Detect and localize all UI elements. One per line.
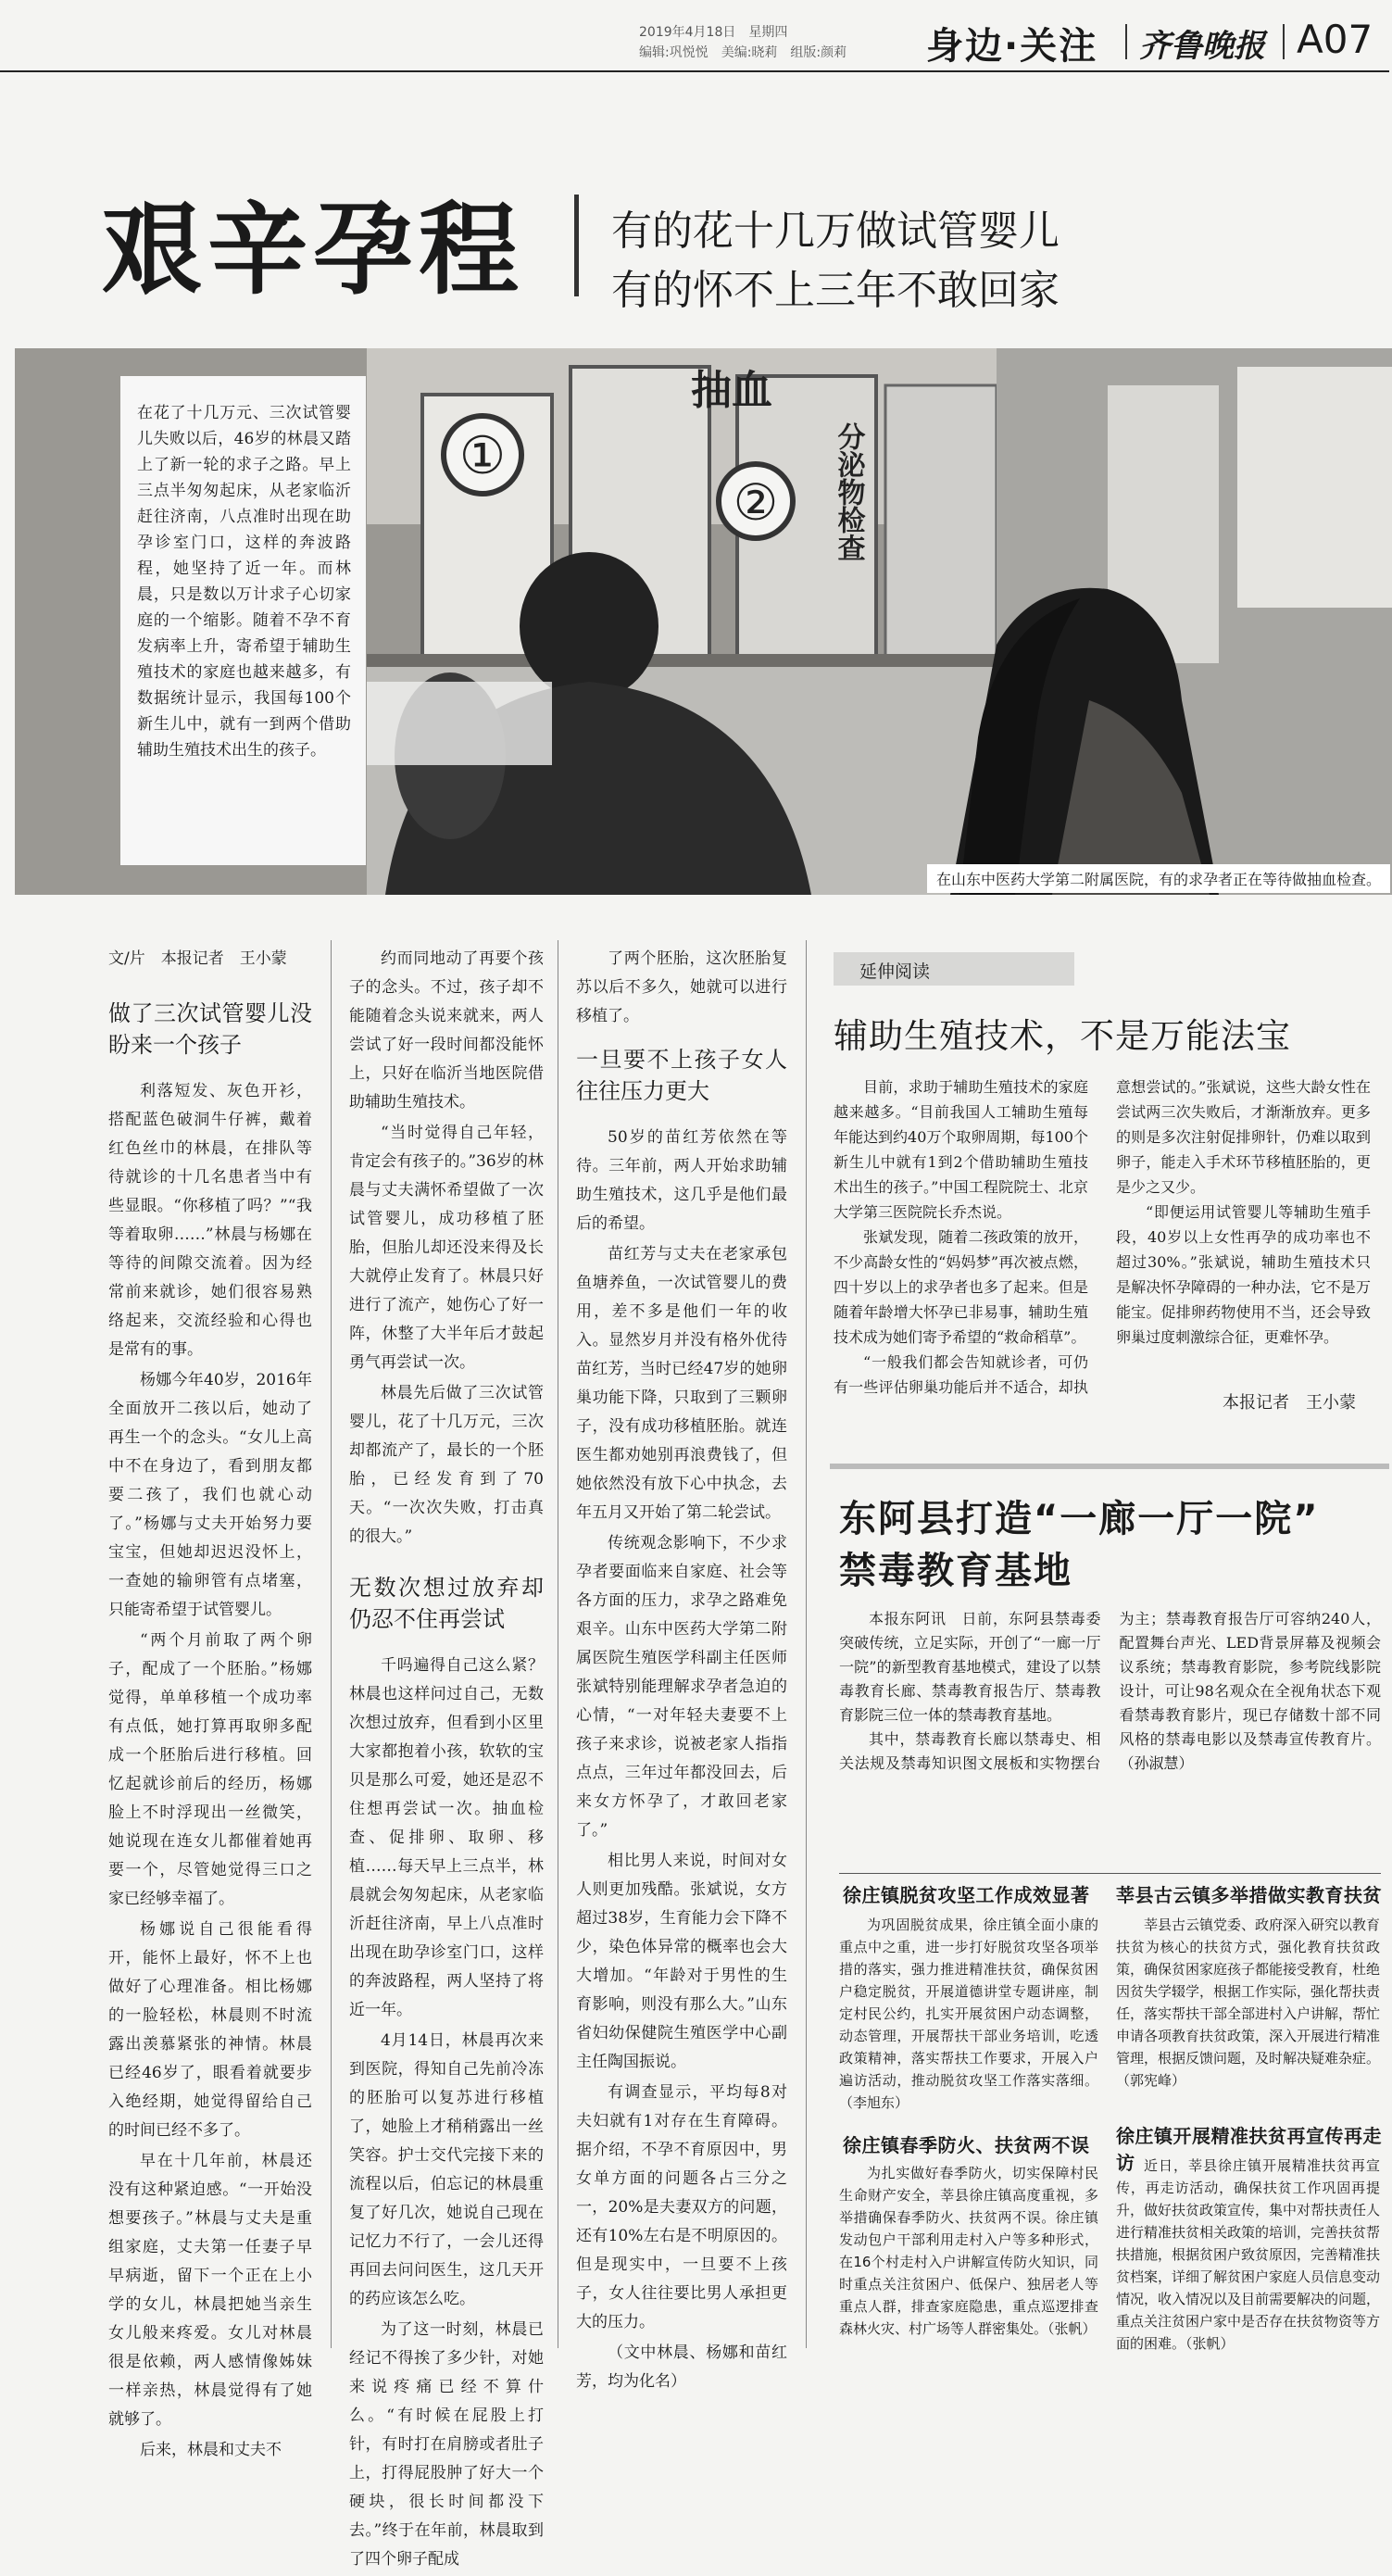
extended-reading-tab: 延伸阅读 [834, 952, 1074, 986]
news-title-line-1: 东阿县打造“一廊一厅一院” [839, 1498, 1320, 1540]
article-paragraph: “两个月前取了两个卵子，配成了一个胚胎。”杨娜觉得，单单移植一个成功率有点低，她打算再取卵多配成一个胚胎后进行移植。回忆起就诊前后的经历，杨娜脸上不时浮现出一丝微笑，她说现在连女儿都催着她再要一个，尽管她觉得三口之家已经够幸福了。 [108, 1631, 312, 1908]
news-paragraph: 本报东阿讯 日前，东阿县禁毒委突破传统，立足实际，开创了“一廊一厅一院”的新型教育基地模式，建设了以禁毒教育长廊、禁毒教育报告厅、禁毒教育影院三位一体的禁毒教育基地。 [839, 1610, 1101, 1724]
news-title-line-2: 禁毒教育基地 [839, 1550, 1072, 1592]
extended-reading-title: 辅助生殖技术，不是万能法宝 [834, 1016, 1291, 1056]
headline-block [0, 153, 1389, 338]
article-paragraph: 相比男人来说，时间对女人则更加残酷。张斌说，女方超过38岁，生育能力会下降不少，染色体异常的概率也会大大增加。“年龄对于男性的生育影响，则没有那么大。”山东省妇幼保健院生殖医学中心副主任陶国振说。 [576, 1852, 787, 2071]
article-paragraph: （文中林晨、杨娜和苗红芳，均为化名） [576, 2344, 787, 2391]
headline-title: 艰辛孕程 [102, 193, 525, 308]
brief-paragraph: 为扎实做好春季防火，切实保障村民生命财产安全，莘县徐庄镇高度重视，多举措确保春季防火、扶贫两不误。徐庄镇发动包户干部利用走村入户等多种形式，在16个村走村入户讲解宣传防火知识，同时重点关注贫困户、低保户、独居老人等重点人群，排查家庭隐患，重点巡逻排查森林火灾、村广场等人群密集处。（张帆） [839, 2165, 1098, 2337]
extended-reading-paragraph: 张斌发现，随着二孩政策的放开，不少高龄女性的“妈妈梦”再次被点燃，四十岁以上的求孕者也多了起来。但是随着年龄增大怀孕已非易事，辅助生殖技术成为她们寄予希望的“救命稻草”。 [834, 1228, 1088, 1346]
article-column-1-body [108, 1077, 312, 2465]
photo-intro-text: 在花了十几万元、三次试管婴儿失败以后，46岁的林晨又踏上了新一轮的求子之路。早上三点半匆匆起床，从老家临沂赶往济南，八点准时出现在助孕诊室门口，这样的奔波路程，她坚持了近一年。而林晨，只是数以万计求子心切家庭的一个缩影。随着不孕不育发病率上升，寄希望于辅助生殖技术的家庭也越来越多，有数据统计显示，我国每100个新生儿中，就有一到两个借助辅助生殖技术出生的孩子。 [120, 376, 366, 865]
article-paragraph: 有调查显示，平均每8对夫妇就有1对存在生育障碍。据介绍，不孕不育原因中，男女单方面的问题各占三分之一，20%是夫妻双方的问题，还有10%左右是不明原因的。但是现实中，一旦要不上孩子，女人往往要比男人承担更大的压力。 [576, 2083, 787, 2331]
masthead [0, 0, 1389, 72]
brief-title-2: 莘县古云镇多举措做实教育扶贫 [1116, 1884, 1382, 1906]
article-column-1 [108, 945, 312, 2467]
brief-body-4 [1116, 2155, 1380, 2355]
article-paragraph: “当时觉得自己年轻，肯定会有孩子的。”36岁的林晨与丈夫满怀希望做了一次试管婴儿，成功移植了胚胎，但胎儿却还没来得及长大就停止发育了。林晨只好进行了流产，她伤心了好一阵，休整了大半年后才鼓起勇气再尝试一次。 [349, 1124, 544, 1372]
headline-subtitle-2: 有的怀不上三年不敢回家 [611, 267, 1060, 314]
article-paragraph: 杨娜说自己很能看得开，能怀上最好，怀不上也做好了心理准备。相比杨娜的一脸轻松，林晨则不时流露出羡慕紧张的神情。林晨已经46岁了，眼看着就要步入绝经期，她觉得留给自己的时间已经不多了。 [108, 1920, 312, 2140]
article-paragraph: 4月14日，林晨再次来到医院，得知自己先前冷冻的胚胎可以复苏进行移植了，她脸上才稍稍露出一丝笑容。护士交代完接下来的流程以后，伯忘记的林晨重复了好几次，她说自己现在记忆力不行了，一会儿还得再回去问问医生，这几天开的药应该怎么吃。 [349, 2031, 544, 2308]
extended-reading-body [834, 1074, 1371, 1400]
brief-rule [839, 1873, 1381, 1874]
headline-subtitle-1: 有的花十几万做试管婴儿 [611, 207, 1060, 255]
article-paragraph: 利落短发、灰色开衫，搭配蓝色破洞牛仔裤，戴着红色丝巾的林晨，在排队等待就诊的十几名患者当中有些显眼。“你移植了吗？”“我等着取卵……”林晨与杨娜在等待的间隙交流着。因为经常前来就诊，她们很容易熟络起来，交流经验和心得也是常有的事。 [108, 1082, 312, 1359]
article-column-2 [349, 945, 544, 2576]
brief-title-3: 徐庄镇春季防火、扶贫两不误 [843, 2134, 1090, 2156]
extended-reading-author: 本报记者 王小蒙 [1223, 1393, 1356, 1413]
brief-paragraph: 为巩固脱贫成果，徐庄镇全面小康的重点中之重，进一步打好脱贫攻坚各项举措的落实，强力推进精准扶贫，确保贫困户稳定脱贫，开展道德讲堂专题讲座，制定村民公约，扎实开展贫困户动态调整，动态管理，开展帮扶干部业务培训，吃透政策精神，落实帮扶工作要求，开展入户遍访活动，推动脱贫攻坚工作落实落细。（李旭东） [839, 1916, 1098, 2111]
article-paragraph: 为了这一时刻，林晨已经记不得挨了多少针，对她来说疼痛已经不算什么。“有时候在屁股上打针，有时打在肩膀或者肚子上，打得屁股肿了好大一个硬块，很长时间都没下去。”终于在年前，林晨取到了四个卵子配成 [349, 2320, 544, 2569]
article-column-3-body [576, 945, 787, 1031]
article-paragraph: 后来，林晨和丈夫不 [140, 2441, 282, 2459]
article-paragraph: 约而同地动了再要个孩子的念头。不过，孩子却不能随着念头说来就来，两人尝试了好一段时间都没能怀上，只好在临沂当地医院借助辅助生殖技术。 [349, 949, 544, 1112]
window-number-2: ② [733, 473, 779, 532]
window-number-1: ① [458, 426, 507, 486]
article-byline: 文/片 本报记者 王小蒙 [108, 949, 287, 968]
article-column-3b-body [576, 1124, 787, 2396]
article-paragraph: 杨娜今年40岁，2016年全面放开二孩以后，她动了再生一个的念头。“女儿上高中不在身边了，看到朋友都要二孩了，我们也就心动了。”杨娜与丈夫开始努力要宝宝，但她却迟迟没怀上，一查她的输卵管有点堵塞，只能寄希望于试管婴儿。 [108, 1371, 312, 1619]
article-subheading-3: 一旦要不上孩子女人往往压力更大 [576, 1047, 787, 1104]
article-column-3 [576, 945, 787, 2398]
section-name: 身边·关注 [926, 25, 1098, 68]
news-title [839, 1493, 1320, 1597]
article-subheading-1: 做了三次试管婴儿没盼来一个孩子 [108, 1000, 312, 1058]
article-paragraph: 苗红芳与丈夫在老家承包鱼塘养鱼，一次试管婴儿的费用，差不多是他们一年的收入。显然岁月并没有格外优待苗红芳，当时已经47岁的她卵巢功能下降，只取到了三颗卵子，没有成功移植胚胎。就连医生都劝她别再浪费钱了，但她依然没有放下心中执念，去年五月又开始了第二轮尝试。 [576, 1245, 787, 1522]
headline-divider [574, 195, 579, 296]
editor-credits: 编辑:巩悦悦 美编:晓莉 组版:颜莉 [639, 45, 847, 60]
brief-paragraph: 莘县古云镇党委、政府深入研究以教育扶贫为核心的扶贫方式，强化教育扶贫政策，确保贫困家庭孩子都能接受教育，杜绝因贫失学辍学，根据工作实际，强化帮扶责任，落实帮扶干部全部进村入户讲解，帮忙申请各项教育扶贫政策，深入开展进行精准管理，根据反馈问题，及时解决疑难杂症。（郭宪峰） [1116, 1916, 1381, 2089]
brief-paragraph: 近日，莘县徐庄镇开展精准扶贫再宣传，再走访活动，确保扶贫工作巩固再提升，做好扶贫政策宣传，集中对帮扶责任人进行精准扶贫相关政策的培训，完善扶贫帮扶措施，根据贫困户致贫原因，完善精准扶贫档案，详细了解贫困户家庭人员信息变动情况，收入情况以及目前需要解决的问题，重点关注贫困户家中是否存在扶贫物资等方面的困难。（张帆） [1116, 2157, 1381, 2352]
article-paragraph: 千吗遍得自己这么紧？林晨也这样问过自己，无数次想过放弃，但看到小区里大家都抱着小孩，软软的宝贝是那么可爱，她还是忍不住想再尝试一次。抽血检查、促排卵、取卵、移植……每天早上三点半，林晨就会匆匆起床，从老家临沂赶往济南，早上八点准时出现在助孕诊室门口，这样的奔波路程，两人坚持了将近一年。 [349, 1656, 544, 2019]
brief-title-1: 徐庄镇脱贫攻坚工作成效显著 [843, 1884, 1090, 1906]
article-paragraph: 传统观念影响下，不少求孕者要面临来自家庭、社会等各方面的压力，求孕之路难免艰辛。山东中医药大学第二附属医院生殖医学科副主任医师张斌特别能理解求孕者急迫的心情，“一对年轻夫妻要不上孩子来求诊，说被老家人指指点点，三年过年都没回去，后来女方怀孕了，才敢回老家了。” [576, 1534, 787, 1840]
photo-caption: 在山东中医药大学第二附属医院，有的求孕者正在等待做抽血检查。 [927, 864, 1390, 893]
masthead-divider [1125, 24, 1127, 59]
extended-reading-paragraph: 目前，求助于辅助生殖技术的家庭越来越多。“目前我国人工辅助生殖每年能达到约40万个取卵周期，每100个新生儿中就有1到2个借助辅助生殖技术出生的孩子。”中国工程院院士、北京大学第三医院院长乔杰说。 [834, 1078, 1088, 1221]
brief-body-3 [839, 2162, 1098, 2340]
article-column-2-body [349, 945, 544, 1552]
article-paragraph: 早在十几年前，林晨还没有这种紧迫感。“一开始没想要孩子。”林晨与丈夫是重组家庭，丈夫第一任妻子早早病逝，留下一个正在上小学的女儿，林晨把她当亲生女儿般来疼爱。女儿对林晨很是依赖，两人感情像姊妹一样亲热，林晨觉得有了她就够了。 [108, 2152, 312, 2429]
page-number: A07 [1297, 17, 1373, 62]
newspaper-logo: 齐鲁晚报 [1139, 28, 1265, 65]
news-body [839, 1607, 1381, 1776]
sign-secretion-check: 分泌物检查 [832, 422, 865, 561]
news-paragraph: 其中，禁毒教育长廊以禁毒史、相关法规及禁毒知识图文展板和实物摆台为主；禁毒教育报告厅可容纳240人，配置舞台声光、LED背景屏幕及视频会议系统；禁毒教育影院，参考院线影院设计，可让98名观众在全视角状态下观看禁毒教育影片，现已存储数十部不同风格的禁毒电影以及禁毒宣传教育片。（孙淑慧） [839, 1610, 1381, 1772]
issue-date: 2019年4月18日 星期四 [639, 25, 788, 40]
extended-reading-paragraph: “一般我们都会告知就诊者，可仍有一些评估卵巢功能后并不适合，却执意想尝试的。”张斌说，这些大龄女性在尝试两三次失败后，才渐渐放弃。更多的则是多次注射促排卵针，仍难以取到卵子，能走入手术环节移植胚胎的，更是少之又少。 [834, 1078, 1371, 1396]
article-paragraph: 50岁的苗红芳依然在等待。三年前，两人开始求助辅助生殖技术，这几乎是他们最后的希望。 [576, 1128, 787, 1233]
article-paragraph: 林晨先后做了三次试管婴儿，花了十几万元，三次却都流产了，最长的一个胚胎，已经发育到了70天。“一次次失败，打击真的很大。” [349, 1384, 544, 1546]
brief-title-4: 徐庄镇开展精准扶贫再宣传再走访 [1116, 2125, 1382, 2174]
brief-body-2 [1116, 1914, 1380, 2092]
extended-reading-paragraph: “即便运用试管婴儿等辅助生殖手段，40岁以上女性再孕的成功率也不超过30%。”张斌说，辅助生殖技术只是解决怀孕障碍的一种办法，它不是万能宝。促排卵药物使用不当，还会导致卵巢过度刺激综合征，更难怀孕。 [1116, 1203, 1371, 1346]
masthead-divider [1283, 24, 1285, 59]
column-rule [331, 940, 332, 2348]
sign-blood-draw: 抽血 [691, 367, 772, 414]
column-rule [806, 940, 807, 2348]
brief-body-1 [839, 1914, 1098, 2114]
article-column-2b-body [349, 1652, 544, 2574]
article-paragraph: 了两个胚胎，这次胚胎复苏以后不多久，她就可以进行移植了。 [576, 949, 787, 1025]
news-photo [15, 348, 1392, 895]
article-subheading-2: 无数次想过放弃却仍忍不住再尝试 [349, 1575, 544, 1632]
